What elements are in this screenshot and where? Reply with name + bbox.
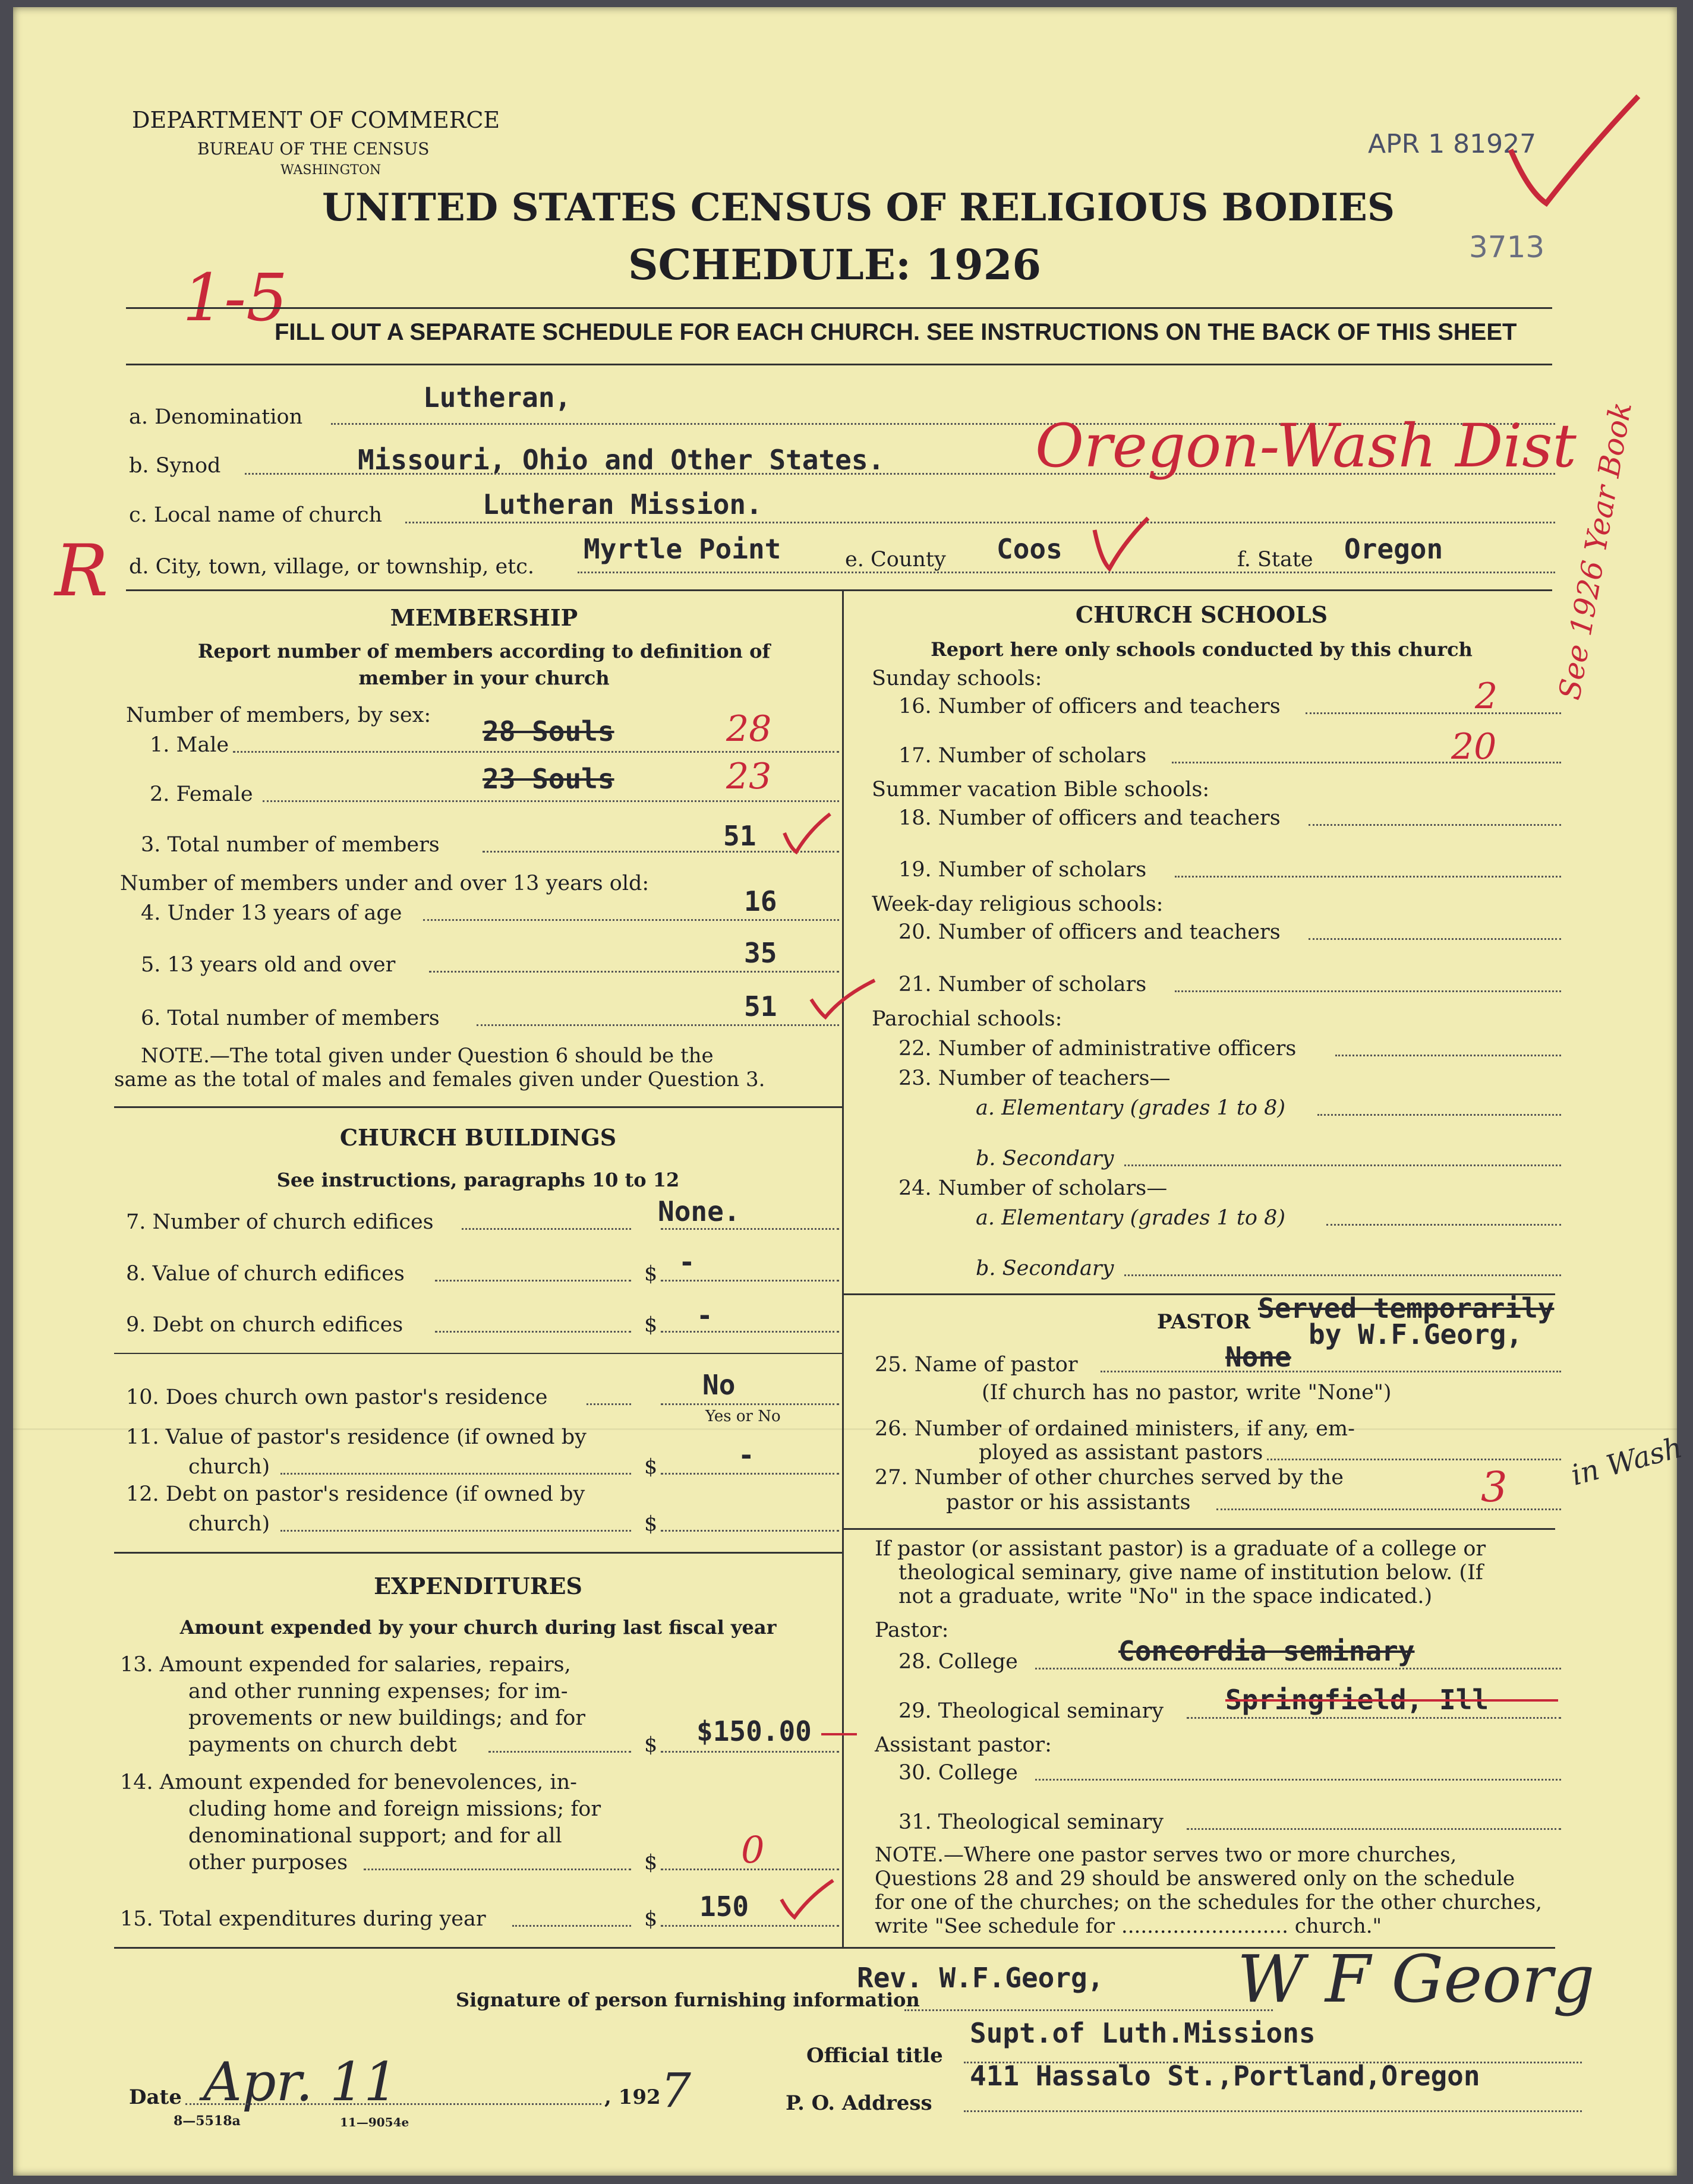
graduate-note-1: If pastor (or assistant pastor) is a graduate of a college or [875, 1537, 1486, 1561]
q22-label: 22. Number of administrative officers [898, 1037, 1297, 1061]
signature-line [904, 2009, 1273, 2011]
q22-line [1335, 1055, 1561, 1056]
q19-label: 19. Number of scholars [898, 858, 1147, 882]
q30-label: 30. College [898, 1761, 1018, 1785]
q16-label: 16. Number of officers and teachers [898, 695, 1281, 718]
expenditures-heading: EXPENDITURES [374, 1573, 582, 1599]
q31-label: 31. Theological seminary [898, 1810, 1164, 1834]
po-address-line [964, 2110, 1582, 2112]
q9-value: - [696, 1299, 713, 1331]
q9-line-a [435, 1331, 631, 1333]
graduate-note-2: theological seminary, give name of institution below. (If [898, 1561, 1483, 1585]
q4-value: 16 [744, 885, 777, 917]
q2-red-value: 23 [726, 756, 772, 797]
q5-line [429, 971, 839, 973]
q3-label: 3. Total number of members [141, 833, 440, 857]
q12-label-2: church) [188, 1512, 270, 1536]
official-title-value: Supt.of Luth.Missions [970, 2017, 1316, 2049]
q18-label: 18. Number of officers and teachers [898, 806, 1281, 830]
q8-line-b [661, 1280, 839, 1282]
q13-value: $150.00 [696, 1715, 812, 1747]
q11-label-2: church) [188, 1455, 270, 1479]
q13-label-1: 13. Amount expended for salaries, repairs, [120, 1653, 571, 1677]
q14-label-4: other purposes [188, 1851, 348, 1874]
red-check-q3-icon [780, 809, 833, 857]
pastor-heading: PASTOR [1157, 1310, 1251, 1334]
synod-value: Missouri, Ohio and Other States. [358, 444, 885, 476]
q10-hint: Yes or No [705, 1407, 781, 1425]
q27-red-value: 3 [1481, 1463, 1508, 1511]
q11-dollar: $ [644, 1455, 658, 1479]
city-value: Myrtle Point [584, 533, 781, 565]
date-year-prefix: , 192 [604, 2085, 661, 2109]
pastor-note-1: NOTE.—Where one pastor serves two or more churches, [875, 1843, 1457, 1867]
q8-dollar: $ [644, 1262, 658, 1286]
q1-typed-value: 28 Souls [483, 715, 614, 747]
expenditures-sub: Amount expended by your church during last fiscal year [179, 1616, 777, 1639]
q28-value: Concordia seminary [1118, 1635, 1415, 1667]
county-label: e. County [845, 548, 946, 572]
q15-value: 150 [699, 1891, 749, 1923]
red-annotation-top: 1-5 [182, 260, 288, 336]
q24b-label: b. Secondary [976, 1257, 1114, 1280]
q9-label: 9. Debt on church edifices [126, 1313, 403, 1337]
q5-label: 5. 13 years old and over [141, 953, 396, 977]
pastor-rule [842, 1528, 1555, 1530]
q9-line-b [661, 1331, 839, 1333]
q11-value: - [738, 1439, 755, 1471]
q6-value: 51 [744, 990, 777, 1022]
schedule-year: SCHEDULE: 1926 [628, 240, 1042, 289]
q13-dollar: $ [644, 1733, 658, 1757]
q7-line-a [462, 1228, 631, 1230]
q29-red-strike [1225, 1699, 1558, 1702]
q15-line-b [661, 1925, 839, 1927]
q4-label: 4. Under 13 years of age [141, 901, 402, 925]
q29-label: 29. Theological seminary [898, 1699, 1164, 1723]
schools-heading: CHURCH SCHOOLS [1075, 601, 1328, 628]
pastor-typed-line-1: Served temporarily [1258, 1292, 1555, 1324]
q13-label-3: provements or new buildings; and for [188, 1706, 586, 1730]
parochial-schools-label: Parochial schools: [872, 1007, 1063, 1031]
q14-red-value: 0 [741, 1828, 765, 1871]
q11-label-1: 11. Value of pastor's residence (if owned by [126, 1425, 587, 1449]
instruction-line: FILL OUT A SEPARATE SCHEDULE FOR EACH CHURCH. SEE INSTRUCTIONS ON THE BACK OF THIS SHEET [275, 319, 1517, 345]
q17-red-value: 20 [1451, 726, 1497, 768]
q1-red-value: 28 [726, 708, 772, 750]
signature-handwritten: W F Georg [1237, 1941, 1595, 2017]
q29-value: Springfield, Ill [1225, 1684, 1489, 1716]
red-check-q15-icon [777, 1876, 836, 1923]
q27-margin-note: in Wash [1568, 1431, 1686, 1492]
red-check-county-icon [1089, 512, 1154, 577]
q13-label-4: payments on church debt [188, 1733, 457, 1757]
q10-label: 10. Does church own pastor's residence [126, 1385, 548, 1409]
q13-line-b [661, 1751, 839, 1753]
buildings-rule-2 [114, 1552, 842, 1554]
q25-line [1101, 1371, 1561, 1372]
pastor-note-3: for one of the churches; on the schedules for the other churches, [875, 1891, 1542, 1914]
date-year-digit: 7 [661, 2063, 691, 2118]
q20-label: 20. Number of officers and teachers [898, 920, 1281, 944]
q14-dollar: $ [644, 1851, 658, 1874]
q1-label: 1. Male [150, 733, 229, 757]
membership-sub2: member in your church [358, 667, 610, 689]
date-line [185, 2103, 601, 2105]
buildings-heading: CHURCH BUILDINGS [339, 1124, 617, 1151]
pastor-note-4: write "See schedule for .......................... church." [875, 1914, 1382, 1938]
q12-line-b [661, 1530, 839, 1532]
q11-line-a [280, 1473, 631, 1475]
city-label: d. City, town, village, or township, etc. [129, 555, 534, 579]
serial-number-stamp: 3713 [1469, 230, 1545, 264]
sunday-schools-label: Sunday schools: [872, 667, 1042, 690]
q7-label: 7. Number of church edifices [126, 1210, 434, 1234]
column-divider [842, 589, 844, 1947]
q27-label-1: 27. Number of other churches served by the [875, 1466, 1344, 1489]
assistant-pastor-subheading: Assistant pastor: [875, 1733, 1052, 1757]
q17-label: 17. Number of scholars [898, 744, 1147, 768]
q9-dollar: $ [644, 1313, 658, 1337]
q14-line-a [364, 1869, 631, 1870]
q10-line-b [661, 1403, 839, 1405]
form-number: 8—5518a [174, 2113, 241, 2129]
schools-sub: Report here only schools conducted by this church [931, 638, 1473, 661]
q25-value: None [1225, 1341, 1291, 1373]
church-name-value: Lutheran Mission. [483, 488, 762, 520]
date-month-day: Apr. 11 [203, 2051, 398, 2113]
q26-line [1267, 1459, 1561, 1460]
official-title-label: Official title [806, 2044, 943, 2068]
q27-label-2: pastor or his assistants [946, 1491, 1191, 1514]
q18-line [1309, 824, 1561, 826]
q23a-label: a. Elementary (grades 1 to 8) [976, 1096, 1286, 1120]
q16-red-value: 2 [1475, 676, 1498, 717]
by-age-label: Number of members under and over 13 years old: [120, 872, 650, 895]
q2-label: 2. Female [150, 782, 253, 806]
by-sex-label: Number of members, by sex: [126, 703, 431, 727]
q13-line-a [488, 1751, 631, 1753]
graduate-note-3: not a graduate, write "No" in the space indicated.) [898, 1585, 1433, 1608]
pastor-note-2: Questions 28 and 29 should be answered only on the schedule [875, 1867, 1515, 1891]
city-line [578, 572, 1555, 573]
membership-note-2: same as the total of males and females given under Question 3. [114, 1068, 765, 1091]
form-title: UNITED STATES CENSUS OF RELIGIOUS BODIES [322, 185, 1395, 230]
q8-label: 8. Value of church edifices [126, 1262, 405, 1286]
received-date-stamp: APR 1 81927 [1368, 129, 1537, 159]
pastor-typed-line-2: by W.F.Georg, [1309, 1318, 1523, 1350]
q6-label: 6. Total number of members [141, 1006, 440, 1030]
weekday-schools-label: Week-day religious schools: [872, 892, 1164, 916]
q20-line [1309, 938, 1561, 940]
q4-line [423, 919, 839, 921]
header-rule-bottom [126, 364, 1552, 365]
q30-line [1035, 1779, 1561, 1781]
q25-label: 25. Name of pastor [875, 1353, 1078, 1377]
q8-value: - [679, 1246, 695, 1278]
bureau-city: WASHINGTON [280, 163, 382, 178]
q2-typed-value: 23 Souls [483, 763, 614, 795]
q10-value: No [702, 1369, 736, 1401]
church-name-label: c. Local name of church [129, 503, 383, 527]
po-address-value: 411 Hassalo St.,Portland,Oregon [970, 2060, 1480, 2092]
bureau-name: BUREAU OF THE CENSUS [197, 139, 430, 159]
q19-line [1175, 876, 1561, 878]
q29-line [1187, 1717, 1561, 1719]
q7-line-b [661, 1228, 839, 1230]
membership-heading: MEMBERSHIP [390, 604, 578, 631]
q21-label: 21. Number of scholars [898, 973, 1147, 996]
header-rule-top [126, 307, 1552, 309]
q24b-line [1124, 1274, 1561, 1276]
q3-value: 51 [723, 820, 756, 852]
county-value: Coos [997, 533, 1063, 565]
department-name: DEPARTMENT OF COMMERCE [132, 107, 500, 133]
q28-label: 28. College [898, 1650, 1018, 1674]
denomination-value: Lutheran, [423, 381, 572, 414]
q24-label: 24. Number of scholars— [898, 1176, 1168, 1200]
q11-line-b [661, 1473, 839, 1475]
po-address-label: P. O. Address [786, 2091, 932, 2115]
q27-line [1216, 1508, 1561, 1510]
q1-line [233, 751, 839, 753]
print-number: 11—9054e [340, 2115, 409, 2129]
q7-value: None. [658, 1195, 740, 1227]
q23b-label: b. Secondary [976, 1147, 1114, 1170]
year-book-margin-note: See 1926 Year Book [1552, 399, 1639, 703]
summer-schools-label: Summer vacation Bible schools: [872, 778, 1210, 801]
membership-note-1: NOTE.—The total given under Question 6 should be the [141, 1044, 714, 1068]
state-value: Oregon [1344, 533, 1443, 565]
state-label: f. State [1237, 548, 1313, 572]
section-rule [126, 589, 1552, 591]
denomination-label: a. Denomination [129, 405, 303, 429]
church-name-line [405, 522, 1555, 523]
q10-line-a [587, 1403, 631, 1405]
q23a-line [1317, 1114, 1561, 1116]
synod-label: b. Synod [129, 454, 221, 478]
signature-label: Signature of person furnishing information [456, 1989, 920, 2011]
q21-line [1175, 990, 1561, 992]
q16-line [1306, 712, 1561, 714]
red-checkmark-icon [1505, 84, 1641, 209]
census-schedule-sheet [13, 7, 1686, 2176]
q13-label-2: and other running expenses; for im- [188, 1680, 568, 1703]
q15-line-a [512, 1925, 631, 1927]
q31-line [1187, 1828, 1561, 1830]
q15-dollar: $ [644, 1907, 658, 1931]
q14-label-3: denominational support; and for all [188, 1824, 562, 1848]
q25-hint: (If church has no pastor, write "None") [982, 1381, 1392, 1405]
signature-typed: Rev. W.F.Georg, [857, 1962, 1104, 1994]
q5-value: 35 [744, 937, 777, 969]
q24a-label: a. Elementary (grades 1 to 8) [976, 1206, 1286, 1230]
q15-label: 15. Total expenditures during year [120, 1907, 486, 1931]
synod-red-note: Oregon-Wash Dist [1035, 411, 1577, 481]
red-annotation-r: R [55, 530, 109, 613]
membership-rule [114, 1106, 842, 1108]
date-label: Date [129, 2085, 182, 2109]
red-check-q6-icon [806, 976, 878, 1023]
q6-line [477, 1024, 839, 1026]
q14-label-1: 14. Amount expended for benevolences, in- [120, 1770, 577, 1794]
q23b-line [1124, 1164, 1561, 1166]
q12-dollar: $ [644, 1512, 658, 1536]
q12-label-1: 12. Debt on pastor's residence (if owned by [126, 1482, 585, 1506]
q26-label-2: ployed as assistant pastors [979, 1441, 1263, 1465]
q28-line [1035, 1668, 1561, 1669]
buildings-rule [114, 1353, 842, 1354]
q12-line-a [280, 1530, 631, 1532]
membership-sub1: Report number of members according to definition of [197, 640, 771, 662]
q17-line [1172, 762, 1561, 763]
q2-line [263, 800, 839, 802]
q13-red-strike [821, 1733, 857, 1735]
q23-label: 23. Number of teachers— [898, 1066, 1171, 1090]
buildings-sub: See instructions, paragraphs 10 to 12 [276, 1169, 680, 1191]
q26-label-1: 26. Number of ordained ministers, if any, em- [875, 1417, 1355, 1441]
q24a-line [1326, 1224, 1561, 1226]
q14-label-2: cluding home and foreign missions; for [188, 1797, 601, 1821]
q8-line-a [435, 1280, 631, 1282]
pastor-subheading: Pastor: [875, 1618, 949, 1642]
